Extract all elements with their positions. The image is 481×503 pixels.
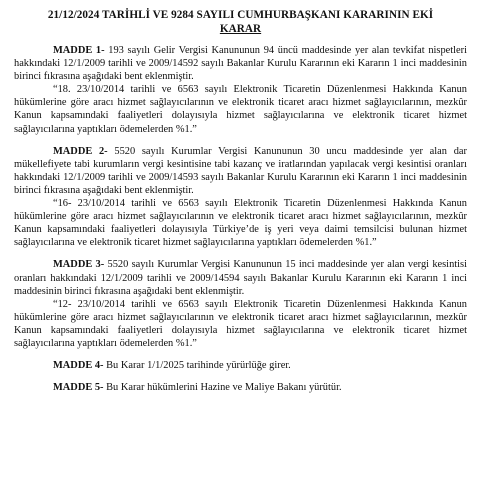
article-3-body: [14, 258, 467, 297]
article-1-amendment: “18. 23/10/2014 tarihli ve 6563 sayılı Elektronik Ticaretin Düzenlenmesi Hakkında Kanun hükümlerine göre aracı hizmet sağlayıcılarının ve elektronik ticaret aracı hizmet sağlayıcılarının, mezkûr Kanun kapsamındaki faaliyetleri dolayısıyla hizmet sağlayıcılarına ve elektronik ticaret hizmet sağlayıcılarına yaptıkları ödemelerden %1.”: [14, 84, 467, 135]
article-4-body: [14, 359, 467, 372]
article-2-label: MADDE 2-: [53, 145, 108, 157]
article-4: [14, 359, 467, 372]
article-1-label: MADDE 1-: [53, 45, 105, 56]
article-5-body: [14, 381, 467, 394]
article-3-amendment: “12- 23/10/2014 tarihli ve 6563 sayılı Elektronik Ticaretin Düzenlenmesi Hakkında Kanun hükümlerine göre aracı hizmet sağlayıcılarının ve elektronik ticaret aracı hizmet sağlayıcılarının, mezkûr Kanun kapsamındaki faaliyetleri dolayısıyla hizmet sağlayıcılarına ve elektronik ticaret hizmet sağlayıcılarına yaptıkları ödemelerden %1.”: [14, 298, 467, 349]
document-title: [14, 8, 467, 36]
article-5-text: Bu Karar hükümlerini Hazine ve Maliye Bakanı yürütür.: [103, 382, 342, 394]
article-3-label: MADDE 3-: [53, 259, 105, 271]
article-2-text: 5520 sayılı Kurumlar Vergisi Kanununun 30 uncu maddesinde yer alan dar mükellefiyete tabi kurumların vergi kesintisine tabi kazanç ve iratlarından yapılacak vergi kesintisi oranları hakkındaki 12/1/2009 tarihli ve 2009/14593 sayılı Bakanlar Kurulu Kararının eki Kararın 1 inci maddesinin birinci fıkrasına aşağıdaki bent eklenmiştir.: [14, 145, 467, 196]
article-3-text: 5520 sayılı Kurumlar Vergisi Kanununun 15 inci maddesinde yer alan vergi kesintisi oranları hakkındaki 12/1/2009 tarihli ve 2009/14594 sayılı Bakanlar Kurulu Kararının eki Kararın 1 inci maddesinin birinci fıkrasına aşağıdaki bent eklenmiştir.: [14, 259, 467, 297]
article-5-label: MADDE 5-: [53, 382, 104, 394]
article-1-body: [14, 44, 467, 83]
article-2-body: [14, 145, 467, 197]
article-1-text: 193 sayılı Gelir Vergisi Kanununun 94 üncü maddesinde yer alan tevkifat nispetleri hakkındaki 12/1/2009 tarihli ve 2009/14592 sayılı Bakanlar Kurulu Kararının eki Kararın 1 inci maddesinin birinci fıkrasına aşağıdaki bent eklenmiştir.: [14, 45, 467, 83]
article-3: [14, 258, 467, 350]
title-line-1: 21/12/2024 TARİHLİ VE 9284 SAYILI CUMHURBAŞKANI KARARININ EKİ: [47, 9, 434, 21]
title-line-2: KARAR: [219, 23, 262, 35]
article-2-amendment: “16- 23/10/2014 tarihli ve 6563 sayılı Elektronik Ticaretin Düzenlenmesi Hakkında Kanun hükümlerine göre aracı hizmet sağlayıcılarının ve elektronik ticaret aracı hizmet sağlayıcılarının, mezkûr Kanun kapsamındaki faaliyetleri dolayısıyla Türkiye’de iş yeri veya daimi temsilcisi bulunan hizmet sağlayıcılarına ve elektronik ticaret hizmet sağlayıcılarına yaptıkları ödemelerden %1.”: [14, 198, 467, 249]
article-1: [14, 44, 467, 136]
article-4-text: Bu Karar 1/1/2025 tarihinde yürürlüğe girer.: [103, 360, 291, 372]
article-2: [14, 145, 467, 250]
article-5: [14, 381, 467, 394]
article-4-label: MADDE 4-: [53, 360, 104, 372]
